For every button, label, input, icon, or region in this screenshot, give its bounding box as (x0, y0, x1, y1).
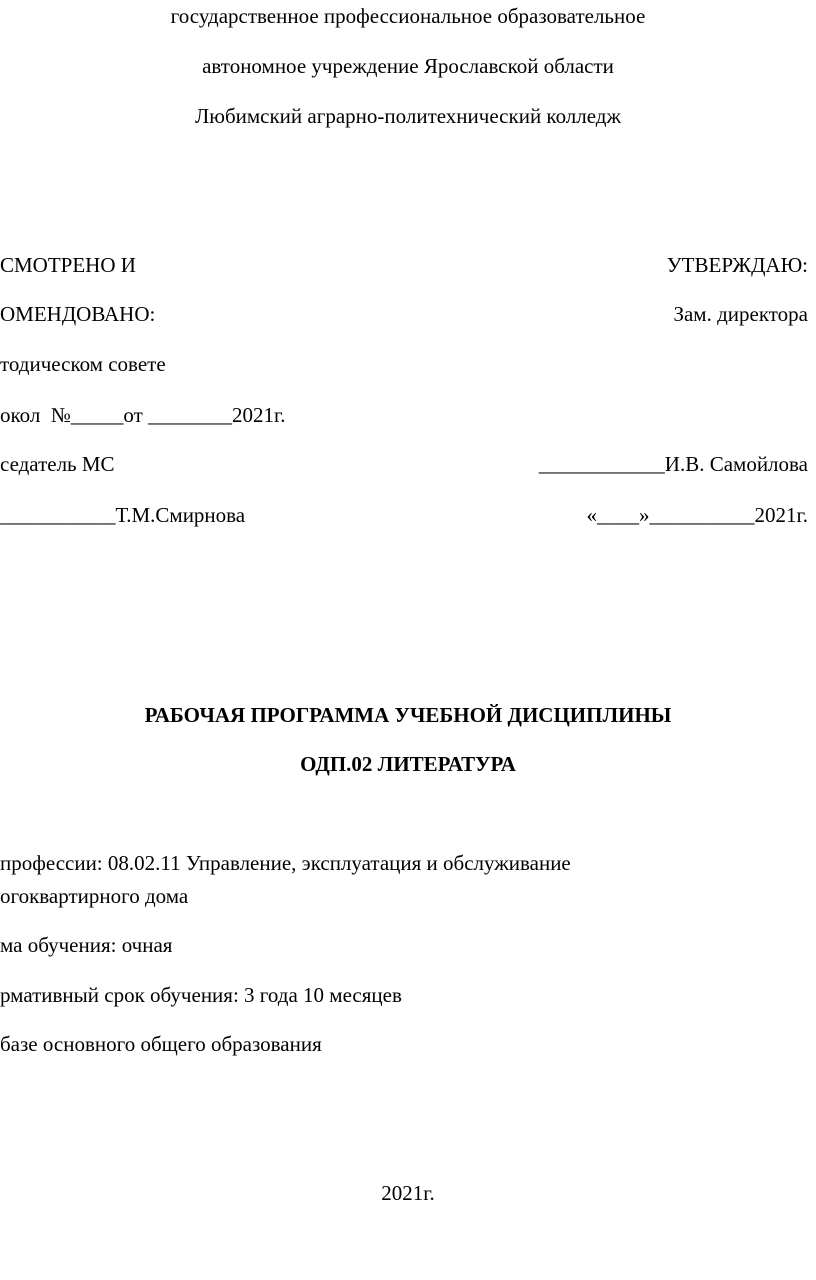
document-year: 2021г. (381, 1181, 435, 1205)
methodical-council-line: тодическом совете (0, 352, 166, 376)
approve-label: УТВЕРЖДАЮ: (666, 253, 808, 277)
approval-date-line: «____»__________2021г. (586, 503, 808, 527)
chairman-label: седатель МС (0, 452, 115, 476)
chairman-signature-line: ___________Т.М.Смирнова (0, 503, 246, 527)
education-basis-line: базе основного общего образования (0, 1032, 322, 1056)
protocol-line: окол №_____от ________2021г. (0, 403, 286, 427)
reviewed-label-line-2: ОМЕНДОВАНО: (0, 302, 156, 326)
program-title: РАБОЧАЯ ПРОГРАММА УЧЕБНОЙ ДИСЦИПЛИНЫ (144, 703, 672, 727)
reviewed-label-line-1: СМОТРЕНО И (0, 253, 136, 277)
discipline-title: ОДП.02 ЛИТЕРАТУРА (300, 752, 516, 776)
org-name-line-1: государственное профессиональное образовательное (170, 4, 646, 28)
org-name-line-2: автономное учреждение Ярославской области (202, 54, 614, 78)
study-duration-line: рмативный срок обучения: 3 года 10 месяцев (0, 983, 402, 1007)
deputy-director-label: Зам. директора (673, 302, 808, 326)
profession-line-1: профессии: 08.02.11 Управление, эксплуатация и обслуживание (0, 851, 571, 875)
org-name-line-3: Любимский аграрно-политехнический колледж (195, 104, 621, 128)
profession-line-2: огоквартирного дома (0, 884, 189, 908)
director-signature-line: ____________И.В. Самойлова (538, 452, 808, 476)
study-form-line: ма обучения: очная (0, 933, 173, 957)
